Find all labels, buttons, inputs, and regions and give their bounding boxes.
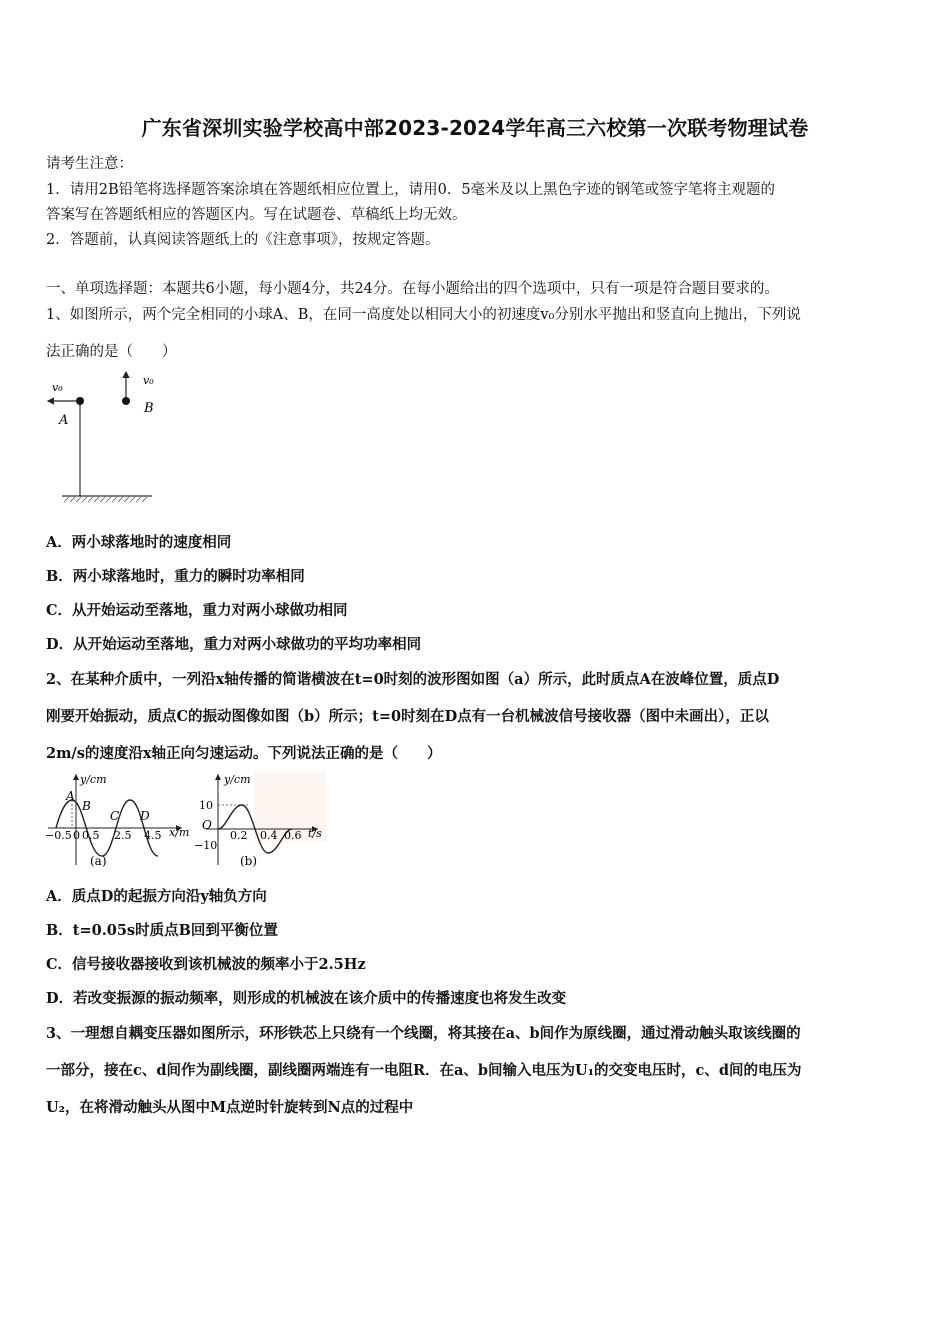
page-title: 广东省深圳实验学校高中部2023-2024学年高三六校第一次联考物理试卷 xyxy=(141,116,809,140)
q2-option-b: B．t=0.05s时质点B回到平衡位置 xyxy=(46,922,278,939)
tick-2-5: 2.5 xyxy=(114,829,132,842)
tick-0: 0 xyxy=(73,829,80,842)
q1-option-c: C．从开始运动至落地，重力对两小球做功相同 xyxy=(46,602,348,619)
notice-item-1-cont: 答案写在答题纸相应的答题区内。写在试题卷、草稿纸上均无效。 xyxy=(46,207,467,223)
tick-neg-0-5: −0.5 xyxy=(45,829,72,842)
q3-stem-cont-2: U₂，在将滑动触头从图中M点逆时针旋转到N点的过程中 xyxy=(46,1099,414,1116)
ball-b xyxy=(122,397,130,405)
q2-stem: 2、在某种介质中，一列沿x轴传播的简谐横波在t=0时刻的波形图如图（a）所示，此时质点A在波峰位置，质点D xyxy=(46,671,780,688)
q2-option-d: D．若改变振源的振动频率，则形成的机械波在该介质中的传播速度也将发生改变 xyxy=(46,990,567,1007)
wave-figure-a xyxy=(44,770,199,870)
ground-hatch xyxy=(64,497,147,502)
q1-stem: 1、如图所示，两个完全相同的小球A、B，在同一高度处以相同大小的初速度v₀分别水平抛出和竖直向上抛出，下列说 xyxy=(46,307,801,323)
point-d: D xyxy=(140,809,150,823)
q2-stem-cont-1: 刚要开始振动，质点C的振动图像如图（b）所示；t=0时刻在D点有一台机械波信号接收器（图中未画出），正以 xyxy=(46,708,769,725)
q1-option-a: A．两小球落地时的速度相同 xyxy=(46,534,232,551)
tlabel: t/s xyxy=(308,827,322,840)
vibration-figure-b xyxy=(194,770,329,870)
tick-0-4: 0.4 xyxy=(260,829,278,842)
label-b: B xyxy=(144,401,154,416)
tick-0-2: 0.2 xyxy=(230,829,248,842)
ylabel-b: y/cm xyxy=(224,773,251,786)
q2-option-c: C．信号接收器接收到该机械波的频率小于2.5Hz xyxy=(46,956,366,973)
tick-10: 10 xyxy=(199,799,213,812)
label-v0-right: v₀ xyxy=(143,374,154,387)
label-v0-left: v₀ xyxy=(52,381,63,394)
point-a: A xyxy=(66,789,75,803)
caption-b: (b) xyxy=(240,854,258,868)
xlabel: x/m xyxy=(169,826,190,839)
tick-4-5: 4.5 xyxy=(144,829,162,842)
tick-0-6: 0.6 xyxy=(284,829,302,842)
q3-stem-cont-1: 一部分，接在c、d间作为副线圈，副线圈两端连有一电阻R．在a、b间输入电压为U₁的交变电压时，c、d间的电压为 xyxy=(46,1062,802,1079)
q2-stem-cont-2: 2m/s的速度沿x轴正向匀速运动。下列说法正确的是（ ） xyxy=(46,745,442,762)
notice-heading: 请考生注意： xyxy=(46,156,133,172)
notice-item-2: 2．答题前，认真阅读答题纸上的《注意事项》，按规定答题。 xyxy=(46,232,440,248)
tick-neg-10: −10 xyxy=(194,839,218,852)
label-a: A xyxy=(59,413,69,428)
q1-option-d: D．从开始运动至落地，重力对两小球做功的平均功率相同 xyxy=(46,636,422,653)
q1-option-b: B．两小球落地时，重力的瞬时功率相同 xyxy=(46,568,305,585)
q3-stem: 3、一理想自耦变压器如图所示，环形铁芯上只绕有一个线圈，将其接在a、b间作为原线圈，通过滑动触头取该线圈的 xyxy=(46,1025,801,1042)
point-b: B xyxy=(82,799,91,813)
point-c: C xyxy=(110,809,120,823)
q2-option-a: A．质点D的起振方向沿y轴负方向 xyxy=(46,888,267,905)
ylabel: y/cm xyxy=(80,773,107,786)
section-heading: 一、单项选择题：本题共6小题，每小题4分，共24分。在每小题给出的四个选项中，只有一项是符合题目要求的。 xyxy=(46,281,779,297)
q1-figure xyxy=(44,368,159,513)
origin-o: O xyxy=(202,818,212,832)
tick-0-5: 0.5 xyxy=(82,829,100,842)
notice-item-1: 1．请用2B铅笔将选择题答案涂填在答题纸相应位置上，请用0．5毫米及以上黑色字迹的钢笔或签字笔将主观题的 xyxy=(46,182,776,198)
caption-a: (a) xyxy=(90,854,107,868)
q1-stem-cont: 法正确的是（ ） xyxy=(46,344,177,360)
